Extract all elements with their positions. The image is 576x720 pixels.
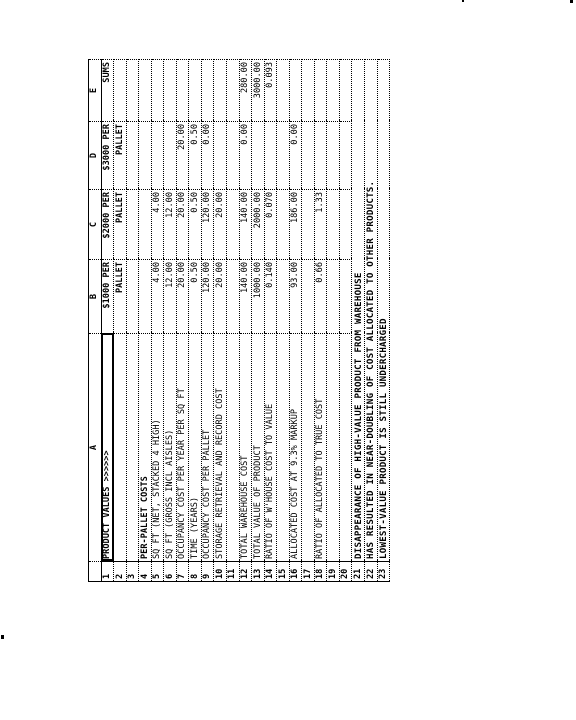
table-row <box>352 60 365 582</box>
cell-E10[interactable] <box>214 60 227 122</box>
cell-D11[interactable] <box>227 122 240 190</box>
cell-C4[interactable] <box>139 190 152 260</box>
row-number[interactable]: 18 <box>314 562 327 582</box>
table-row <box>239 60 252 582</box>
table-row <box>227 60 240 582</box>
cell-E18[interactable] <box>314 60 327 122</box>
row-number[interactable]: 16 <box>289 562 302 582</box>
cell-E19[interactable] <box>327 60 340 122</box>
cell-D21[interactable] <box>352 122 365 190</box>
cell-B16[interactable]: 93.00 <box>289 260 302 334</box>
cell-B14[interactable]: 0.140 <box>264 260 277 334</box>
cell-D13[interactable] <box>252 122 265 190</box>
cell-B15[interactable] <box>277 260 290 334</box>
cell-B2[interactable]: PALLET <box>114 260 127 334</box>
table-row <box>339 60 352 582</box>
cell-E21[interactable] <box>352 60 365 122</box>
corner-cell[interactable] <box>89 562 102 582</box>
cell-E20[interactable] <box>339 60 352 122</box>
row-number[interactable]: 2 <box>114 562 127 582</box>
cell-E6[interactable] <box>164 60 177 122</box>
cell-D4[interactable] <box>139 122 152 190</box>
cell-B5[interactable]: 4.00 <box>151 260 164 334</box>
scan-mark <box>1 635 4 639</box>
cell-E4[interactable] <box>139 60 152 122</box>
cell-D2[interactable]: PALLET <box>114 122 127 190</box>
cell-D22[interactable] <box>365 122 378 190</box>
table-row <box>289 60 302 582</box>
cell-E17[interactable] <box>302 60 315 122</box>
cell-C16[interactable]: 186.00 <box>289 190 302 260</box>
table-row <box>126 60 139 582</box>
table-row <box>101 60 114 582</box>
cell-D3[interactable] <box>126 122 139 190</box>
row-number[interactable]: 20 <box>339 562 352 582</box>
cell-A3[interactable] <box>126 334 139 562</box>
cell-A14[interactable]: RATIO OF W'HOUSE COST TO VALUE <box>264 334 277 562</box>
column-header-b[interactable]: B <box>89 260 102 334</box>
cell-D20[interactable] <box>339 122 352 190</box>
row-number[interactable]: 13 <box>252 562 265 582</box>
cell-B11[interactable] <box>227 260 240 334</box>
cell-A6[interactable]: SQ FT (GROSS INCL AISLES) <box>164 334 177 562</box>
cell-C11[interactable] <box>227 190 240 260</box>
cell-A16[interactable]: ALLOCATED COST AT 9.3% MARKUP <box>289 334 302 562</box>
cell-D12[interactable]: 0.00 <box>239 122 252 190</box>
cell-A10[interactable]: STORAGE RETRIEVAL AND RECORD COST <box>214 334 227 562</box>
table-row <box>365 60 378 582</box>
cell-E23[interactable] <box>377 60 390 122</box>
cell-D9[interactable]: 0.00 <box>201 122 214 190</box>
cell-D6[interactable] <box>164 122 177 190</box>
cell-A19[interactable] <box>327 334 340 562</box>
row-number[interactable]: 12 <box>239 562 252 582</box>
cell-C1[interactable]: $2000 PER <box>101 190 114 260</box>
cell-D10[interactable] <box>214 122 227 190</box>
cell-E8[interactable] <box>189 60 202 122</box>
cell-C2[interactable]: PALLET <box>114 190 127 260</box>
cell-E12[interactable]: 280.00 <box>239 60 252 122</box>
cell-D5[interactable] <box>151 122 164 190</box>
cell-D1[interactable]: $3000 PER <box>101 122 114 190</box>
scan-mark <box>570 0 573 3</box>
spreadsheet-table <box>88 59 390 582</box>
cell-D19[interactable] <box>327 122 340 190</box>
row-number[interactable]: 9 <box>201 562 214 582</box>
cell-E15[interactable] <box>277 60 290 122</box>
cell-C23[interactable] <box>377 190 390 260</box>
table-row <box>314 60 327 582</box>
cell-D17[interactable] <box>302 122 315 190</box>
cell-C19[interactable] <box>327 190 340 260</box>
table-row <box>214 60 227 582</box>
column-header-d[interactable]: D <box>89 122 102 190</box>
cell-D14[interactable] <box>264 122 277 190</box>
cell-A20[interactable] <box>339 334 352 562</box>
cell-A13[interactable]: TOTAL VALUE OF PRODUCT <box>252 334 265 562</box>
cell-B20[interactable] <box>339 260 352 334</box>
cell-B7[interactable]: 20.00 <box>176 260 189 334</box>
row-number[interactable]: 10 <box>214 562 227 582</box>
cell-C10[interactable]: 20.00 <box>214 190 227 260</box>
cell-A5[interactable]: SQ FT (NET, STACKED 4 HIGH) <box>151 334 164 562</box>
cell-A23[interactable]: LOWEST-VALUE PRODUCT IS STILL UNDERCHARGED <box>377 334 390 562</box>
cell-C8[interactable]: 0.50 <box>189 190 202 260</box>
cell-A11[interactable] <box>227 334 240 562</box>
cell-C15[interactable] <box>277 190 290 260</box>
cell-E5[interactable] <box>151 60 164 122</box>
spreadsheet-grid <box>88 60 408 582</box>
cell-E3[interactable] <box>126 60 139 122</box>
column-header-c[interactable]: C <box>89 190 102 260</box>
scan-mark <box>462 0 464 2</box>
cell-A9[interactable]: OCCUPANCY COST PER PALLET <box>201 334 214 562</box>
cell-A17[interactable] <box>302 334 315 562</box>
table-row <box>327 60 340 582</box>
cell-C18[interactable]: 1.33 <box>314 190 327 260</box>
row-number[interactable]: 5 <box>151 562 164 582</box>
table-row <box>252 60 265 582</box>
cell-E13[interactable]: 3000.00 <box>252 60 265 122</box>
cell-A8[interactable]: TIME (YEARS) <box>189 334 202 562</box>
cell-C17[interactable] <box>302 190 315 260</box>
cell-A22[interactable]: HAS RESULTED IN NEAR-DOUBLING OF COST ALLOCATED TO OTHER PRODUCTS. <box>365 334 378 562</box>
cell-C9[interactable]: 120.00 <box>201 190 214 260</box>
row-number[interactable]: 1 <box>101 562 114 582</box>
cell-B13[interactable]: 1000.00 <box>252 260 265 334</box>
cell-B12[interactable]: 140.00 <box>239 260 252 334</box>
row-number[interactable]: 6 <box>164 562 177 582</box>
cell-D7[interactable]: 20.00 <box>176 122 189 190</box>
table-row <box>277 60 290 582</box>
cell-A2[interactable] <box>114 334 127 562</box>
cell-B10[interactable]: 20.00 <box>214 260 227 334</box>
row-number[interactable]: 8 <box>189 562 202 582</box>
cell-C3[interactable] <box>126 190 139 260</box>
row-number[interactable]: 17 <box>302 562 315 582</box>
cell-A4[interactable]: PER-PALLET COSTS <box>139 334 152 562</box>
row-number[interactable]: 21 <box>352 562 365 582</box>
column-header-e[interactable]: E <box>89 60 102 122</box>
cell-C14[interactable]: 0.070 <box>264 190 277 260</box>
table-row <box>114 60 127 582</box>
table-row <box>189 60 202 582</box>
cell-B17[interactable] <box>302 260 315 334</box>
cell-B1[interactable]: $1000 PER <box>101 260 114 334</box>
table-row <box>139 60 152 582</box>
row-number[interactable]: 11 <box>227 562 240 582</box>
cell-D15[interactable] <box>277 122 290 190</box>
cell-D23[interactable] <box>377 122 390 190</box>
row-number[interactable]: 23 <box>377 562 390 582</box>
cell-E9[interactable] <box>201 60 214 122</box>
cell-B9[interactable]: 120.00 <box>201 260 214 334</box>
cell-E11[interactable] <box>227 60 240 122</box>
cell-C5[interactable]: 4.00 <box>151 190 164 260</box>
cell-A1[interactable]: PRODUCT VALUES >>>>>> <box>101 334 114 562</box>
cell-B6[interactable]: 12.00 <box>164 260 177 334</box>
cell-C7[interactable]: 20.00 <box>176 190 189 260</box>
cell-C13[interactable]: 2000.00 <box>252 190 265 260</box>
row-number[interactable]: 7 <box>176 562 189 582</box>
sheet-body <box>101 60 390 582</box>
cell-C6[interactable]: 12.00 <box>164 190 177 260</box>
table-row <box>176 60 189 582</box>
cell-E7[interactable] <box>176 60 189 122</box>
row-number[interactable]: 19 <box>327 562 340 582</box>
column-header-a[interactable]: A <box>89 334 102 562</box>
cell-C21[interactable] <box>352 190 365 260</box>
cell-A18[interactable]: RATIO OF ALLOCATED TO TRUE COST <box>314 334 327 562</box>
cell-E1[interactable]: SUMS <box>101 60 114 122</box>
table-row <box>164 60 177 582</box>
cell-B4[interactable] <box>139 260 152 334</box>
cell-A15[interactable] <box>277 334 290 562</box>
table-row <box>264 60 277 582</box>
row-number[interactable]: 3 <box>126 562 139 582</box>
cell-E14[interactable]: 0.093 <box>264 60 277 122</box>
cell-E2[interactable] <box>114 60 127 122</box>
cell-A12[interactable]: TOTAL WAREHOUSE COST <box>239 334 252 562</box>
cell-D8[interactable]: 0.50 <box>189 122 202 190</box>
table-row <box>151 60 164 582</box>
cell-A7[interactable]: OCCUPANCY COST PER YEAR PER SQ FT <box>176 334 189 562</box>
table-row <box>201 60 214 582</box>
cell-C20[interactable] <box>339 190 352 260</box>
cell-B18[interactable]: 0.66 <box>314 260 327 334</box>
cell-B19[interactable] <box>327 260 340 334</box>
row-number[interactable]: 14 <box>264 562 277 582</box>
cell-E22[interactable] <box>365 60 378 122</box>
table-row <box>377 60 390 582</box>
row-number[interactable]: 4 <box>139 562 152 582</box>
cell-D16[interactable]: 0.00 <box>289 122 302 190</box>
row-number[interactable]: 15 <box>277 562 290 582</box>
cell-B8[interactable]: 0.50 <box>189 260 202 334</box>
row-number[interactable]: 22 <box>365 562 378 582</box>
cell-D18[interactable] <box>314 122 327 190</box>
cell-A21[interactable]: DISAPPEARANCE OF HIGH-VALUE PRODUCT FROM WAREHOUSE <box>352 334 365 562</box>
cell-E16[interactable] <box>289 60 302 122</box>
table-row <box>302 60 315 582</box>
column-header-row <box>89 60 102 582</box>
cell-B3[interactable] <box>126 260 139 334</box>
cell-C12[interactable]: 140.00 <box>239 190 252 260</box>
